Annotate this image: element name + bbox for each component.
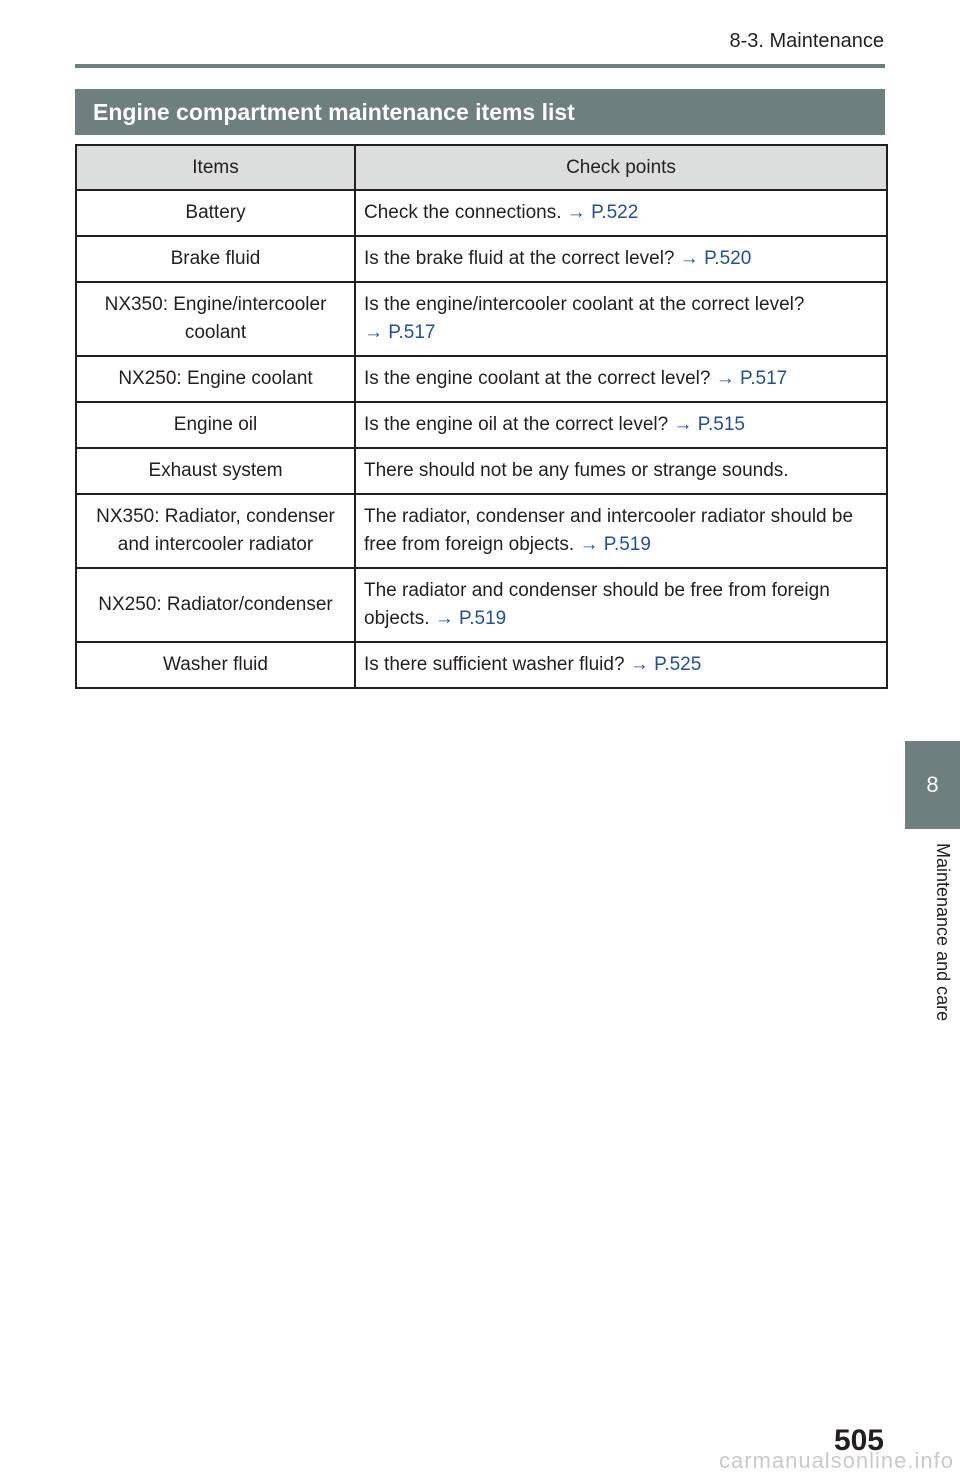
page-reference-link[interactable]: [630, 654, 701, 675]
check-cell: [355, 356, 887, 402]
page-reference-link[interactable]: [579, 534, 650, 555]
arrow-right-icon: →: [579, 534, 599, 555]
table-row: [76, 494, 887, 568]
item-cell: Washer fluid: [76, 642, 355, 688]
check-cell: [355, 642, 887, 688]
chapter-label: Maintenance and care: [933, 843, 953, 1022]
check-cell: [355, 494, 887, 568]
page-reference: P.519: [459, 608, 507, 629]
page-reference: P.515: [697, 414, 745, 435]
item-cell: Brake fluid: [76, 236, 355, 282]
table-row: [76, 568, 887, 642]
table-row: [76, 356, 887, 402]
page-reference-link[interactable]: [673, 414, 744, 435]
page-reference-link[interactable]: [364, 322, 435, 343]
maintenance-items-table: [75, 144, 888, 689]
check-cell: [355, 402, 887, 448]
watermark: carmanualsonline.info: [718, 1448, 954, 1473]
page-reference-link[interactable]: [435, 608, 506, 629]
check-text: The radiator, condenser and intercooler radiator should be free from foreign objects.: [364, 506, 854, 555]
check-cell: [355, 282, 887, 356]
table-row: [76, 402, 887, 448]
chapter-tab[interactable]: [905, 741, 960, 829]
table-row: [76, 282, 887, 356]
header-divider: [75, 64, 885, 68]
arrow-right-icon: →: [679, 248, 699, 269]
column-header-items: Items: [76, 145, 355, 190]
item-cell: NX250: Engine coolant: [76, 356, 355, 402]
check-cell: [355, 190, 887, 236]
item-cell: Engine oil: [76, 402, 355, 448]
page-reference: P.525: [654, 654, 702, 675]
column-header-check-points: Check points: [355, 145, 887, 190]
check-cell: [355, 448, 887, 494]
arrow-right-icon: →: [364, 322, 383, 343]
check-text: The radiator and condenser should be free from foreign objects.: [364, 580, 830, 629]
table-row: [76, 448, 887, 494]
table-row: [76, 190, 887, 236]
check-text: Is the engine oil at the correct level?: [364, 414, 669, 435]
item-cell: NX350: Radiator, condenser and intercooler radiator: [76, 494, 355, 568]
running-header: 8-3. Maintenance: [729, 30, 884, 52]
item-cell: NX250: Radiator/condenser: [76, 568, 355, 642]
item-cell: NX350: Engine/intercooler coolant: [76, 282, 355, 356]
item-cell: Battery: [76, 190, 355, 236]
page-reference-link[interactable]: [716, 368, 787, 389]
arrow-right-icon: →: [566, 202, 586, 223]
page-reference: P.522: [591, 202, 639, 223]
page-reference: P.520: [704, 248, 752, 269]
check-text: Is the engine coolant at the correct level?: [364, 368, 711, 389]
check-text: Check the connections.: [364, 202, 562, 223]
arrow-right-icon: →: [715, 368, 735, 389]
check-cell: [355, 568, 887, 642]
page-number: 505: [833, 1424, 884, 1457]
page-reference: P.519: [603, 534, 651, 555]
table-header-row: [76, 145, 887, 190]
arrow-right-icon: →: [673, 414, 693, 435]
arrow-right-icon: →: [434, 608, 454, 629]
table-row: [76, 642, 887, 688]
section-title-bar: [75, 89, 885, 135]
arrow-right-icon: →: [629, 654, 649, 675]
check-text: Is there sufficient washer fluid?: [364, 654, 625, 675]
check-text: There should not be any fumes or strange sounds.: [364, 460, 789, 481]
page-reference: P.517: [740, 368, 788, 389]
page-reference-link[interactable]: [567, 202, 638, 223]
check-text: Is the engine/intercooler coolant at the correct level?: [364, 294, 805, 315]
table-row: [76, 236, 887, 282]
page-reference-link[interactable]: [680, 248, 751, 269]
section-title: Engine compartment maintenance items list: [93, 98, 575, 125]
chapter-number: 8: [926, 772, 939, 797]
page-reference: P.517: [388, 322, 436, 343]
item-cell: Exhaust system: [76, 448, 355, 494]
check-text: Is the brake fluid at the correct level?: [364, 248, 675, 269]
check-cell: [355, 236, 887, 282]
